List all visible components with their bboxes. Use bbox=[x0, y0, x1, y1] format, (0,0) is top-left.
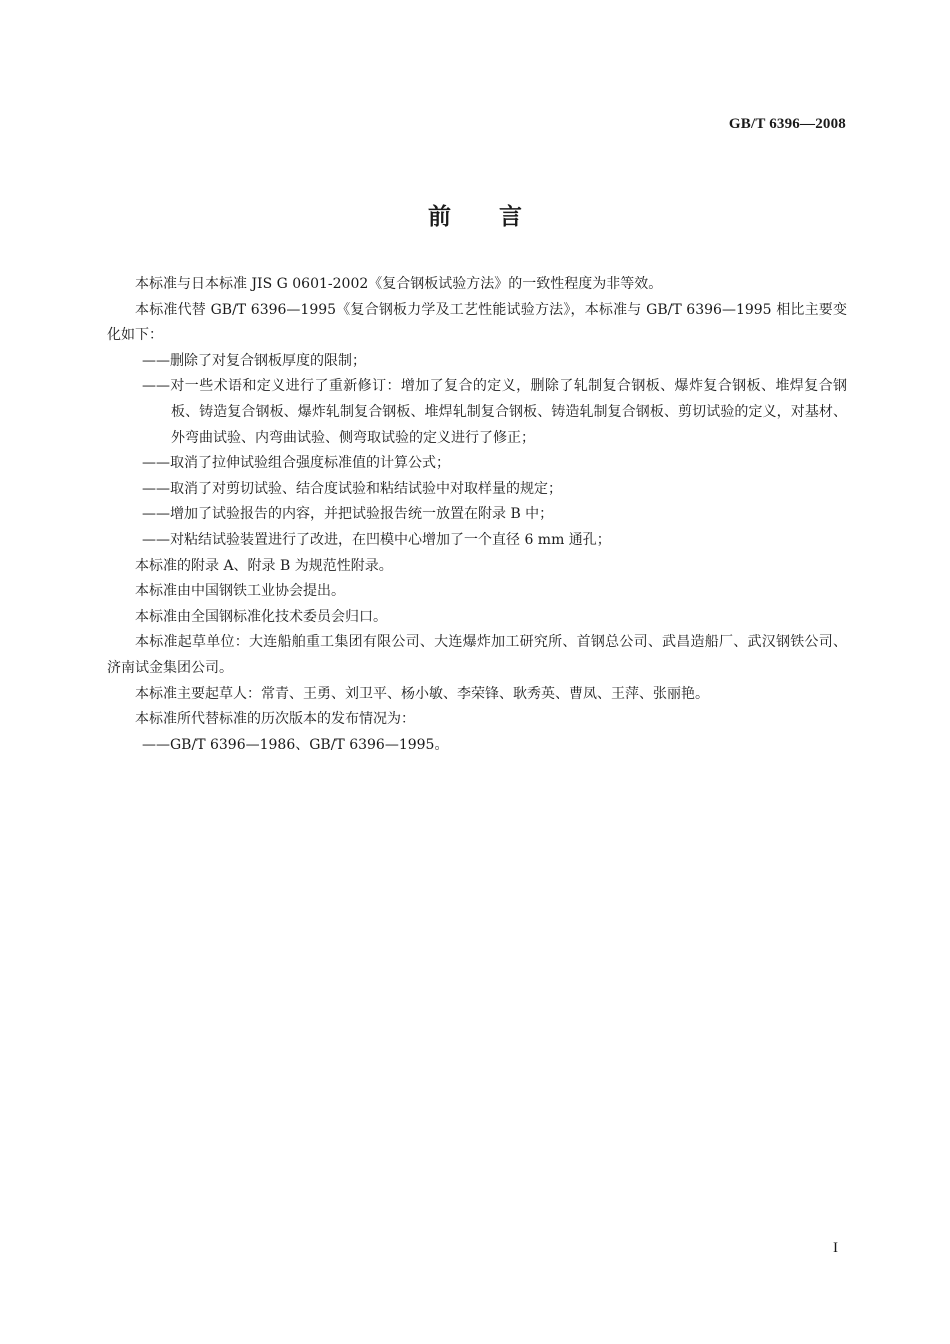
page-title: 前言 bbox=[428, 204, 570, 230]
change-item: ——删除了对复合钢板厚度的限制； bbox=[142, 352, 366, 369]
paragraph-drafting-units: 本标准起草单位：大连船舶重工集团有限公司、大连爆炸加工研究所、首钢总公司、武昌造船厂、武汉钢铁公司、济南试金集团公司。 bbox=[107, 634, 847, 676]
change-item: ——取消了拉伸试验组合强度标准值的计算公式； bbox=[142, 455, 450, 472]
paragraph-history-intro: 本标准所代替标准的历次版本的发布情况为： bbox=[135, 711, 415, 728]
change-item: ——对粘结试验装置进行了改进，在凹模中心增加了一个直径 6 mm 通孔； bbox=[142, 531, 611, 548]
paragraph-proposer: 本标准由中国钢铁工业协会提出。 bbox=[135, 583, 345, 600]
paragraph-replacement: 本标准代替 GB/T 6396—1995《复合钢板力学及工艺性能试验方法》，本标准与 GB/T 6396—1995 相比主要变化如下： bbox=[107, 301, 847, 344]
change-item: ——对一些术语和定义进行了重新修订：增加了复合的定义，删除了轧制复合钢板、爆炸复合钢板、堆焊复合钢板、铸造复合钢板、爆炸轧制复合钢板、堆焊轧制复合钢板、铸造轧制复合钢板、剪切试验的定义，对基材、外弯曲试验、内弯曲试验、侧弯取试验的定义进行了修正； bbox=[142, 378, 847, 446]
paragraph-annexes: 本标准的附录 A、附录 B 为规范性附录。 bbox=[135, 557, 393, 574]
change-item: ——取消了对剪切试验、结合度试验和粘结试验中对取样量的规定； bbox=[142, 480, 562, 497]
history-item: ——GB/T 6396—1986、GB/T 6396—1995。 bbox=[142, 736, 449, 753]
paragraph-committee: 本标准由全国钢标准化技术委员会归口。 bbox=[135, 608, 387, 625]
change-item: ——增加了试验报告的内容，并把试验报告统一放置在附录 B 中； bbox=[142, 506, 554, 523]
page-number: I bbox=[833, 1240, 838, 1256]
foreword-body bbox=[107, 272, 847, 758]
standard-number: GB/T 6396—2008 bbox=[728, 116, 846, 132]
paragraph-drafters: 本标准主要起草人：常青、王勇、刘卫平、杨小敏、李荣锋、耿秀英、曹凤、王萍、张丽艳。 bbox=[135, 685, 709, 702]
paragraph-equivalence: 本标准与日本标准 JIS G 0601-2002《复合钢板试验方法》的一致性程度为非等效。 bbox=[135, 276, 663, 292]
